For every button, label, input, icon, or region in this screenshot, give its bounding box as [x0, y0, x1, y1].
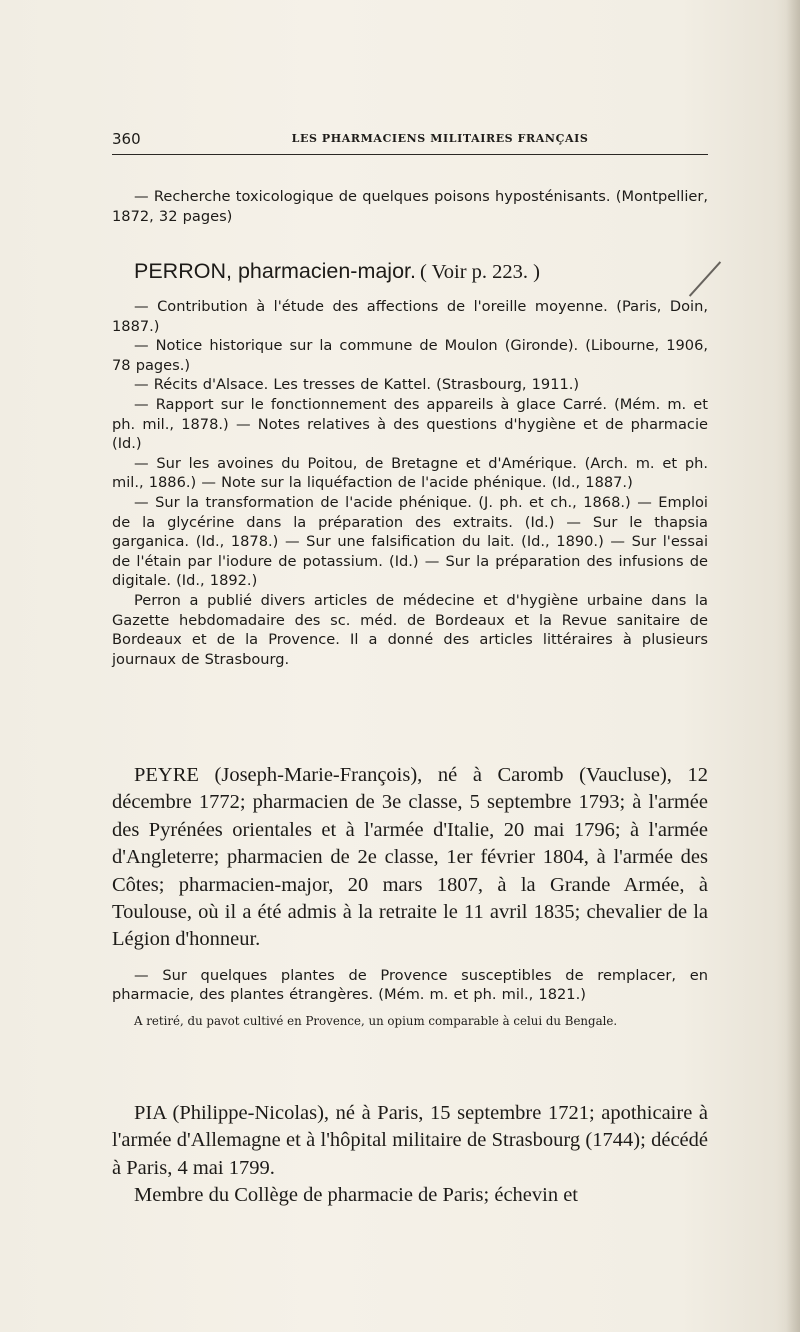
biography: PEYRE (Joseph-Marie-François), né à Caromb (Vaucluse), 12 décembre 1772; pharmacien de 3e classe, 5 septembre 1793; à l'armée des Pyrénées orientales et à l'armée d'Italie, 20 mai 1796; à l'armée d'Angleterre; pharmacien de 2e classe, 1er février 1804, à l'armée des Côtes; pharmacien-major, 20 mars 1807, à la Grande Armée, à Toulouse, où il a été admis à la retraite le 11 avril 1835; chevalier de la Légion d'honneur.: [112, 764, 708, 951]
biography-continued: Membre du Collège de pharmacie de Paris; échevin et: [134, 1184, 579, 1207]
entry-pia: [112, 1100, 708, 1210]
bibliography-item: Perron a publié divers articles de médecine et d'hygiène urbaine dans la Gazette hebdomadaire des sc. méd. de Bordeaux et la Revue sanitaire de Bordeaux et de la Provence. Il a donné des articles littéraires à plusieurs journaux de Strasbourg.: [112, 591, 708, 668]
page-edge-shadow: [786, 0, 800, 1332]
running-header: [112, 130, 708, 150]
bibliography-item: — Notice historique sur la commune de Moulon (Gironde). (Libourne, 1906, 78 pages.): [112, 337, 708, 374]
entry-peyre: [112, 762, 708, 1029]
bibliography-item: — Récits d'Alsace. Les tresses de Kattel. (Strasbourg, 1911.): [134, 376, 580, 394]
bibliography-item: — Sur les avoines du Poitou, de Bretagne et d'Amérique. (Arch. m. et ph. mil., 1886.) — Note sur la liquéfaction de l'acide phénique. (Id., 1887.): [112, 454, 708, 492]
bibliography-item: — Contribution à l'étude des affections de l'oreille moyenne. (Paris, Doin, 1887.): [112, 298, 708, 335]
entry-name: PERRON,: [134, 259, 232, 283]
entry-perron: [112, 256, 708, 669]
entry-continuation: [112, 187, 708, 226]
bibliography-item: — Sur quelques plantes de Provence susceptibles de remplacer, en pharmacie, des plantes étrangères. (Mém. m. et ph. mil., 1821.): [112, 966, 708, 1004]
cross-reference: ( Voir p. 223. ): [420, 261, 540, 283]
entry-title: pharmacien-major.: [231, 259, 416, 283]
footnote: A retiré, du pavot cultivé en Provence, un opium comparable à celui du Bengale.: [134, 1014, 618, 1029]
biography: PIA (Philippe-Nicolas), né à Paris, 15 septembre 1721; apothicaire à l'armée d'Allemagne et à l'hôpital militaire de Strasbourg (1744); décédé à Paris, 4 mai 1799.: [112, 1102, 708, 1179]
bibliography-item: — Rapport sur le fonctionnement des appareils à glace Carré. (Mém. m. et ph. mil., 1878.) — Notes relatives à des questions d'hygiène et de pharmacie (Id.): [112, 395, 708, 453]
header-rule: [112, 154, 708, 155]
bibliography-item: — Recherche toxicologique de quelques poisons hyposténisants. (Montpellier, 1872, 32 pages): [112, 188, 708, 225]
page-number: 360: [112, 130, 141, 148]
entry-heading: [134, 256, 708, 289]
running-title: LES PHARMACIENS MILITAIRES FRANÇAIS: [291, 132, 589, 145]
bibliography-item: — Sur la transformation de l'acide phénique. (J. ph. et ch., 1868.) — Emploi de la glycérine dans la préparation des extraits. (Id.) — Sur le thapsia garganica. (Id., 1878.) — Sur une falsification du lait. (Id., 1890.) — Sur l'essai de l'étain par l'iodure de potassium. (Id.) — Sur la préparation des infusions de digitale. (Id., 1892.): [112, 493, 708, 590]
